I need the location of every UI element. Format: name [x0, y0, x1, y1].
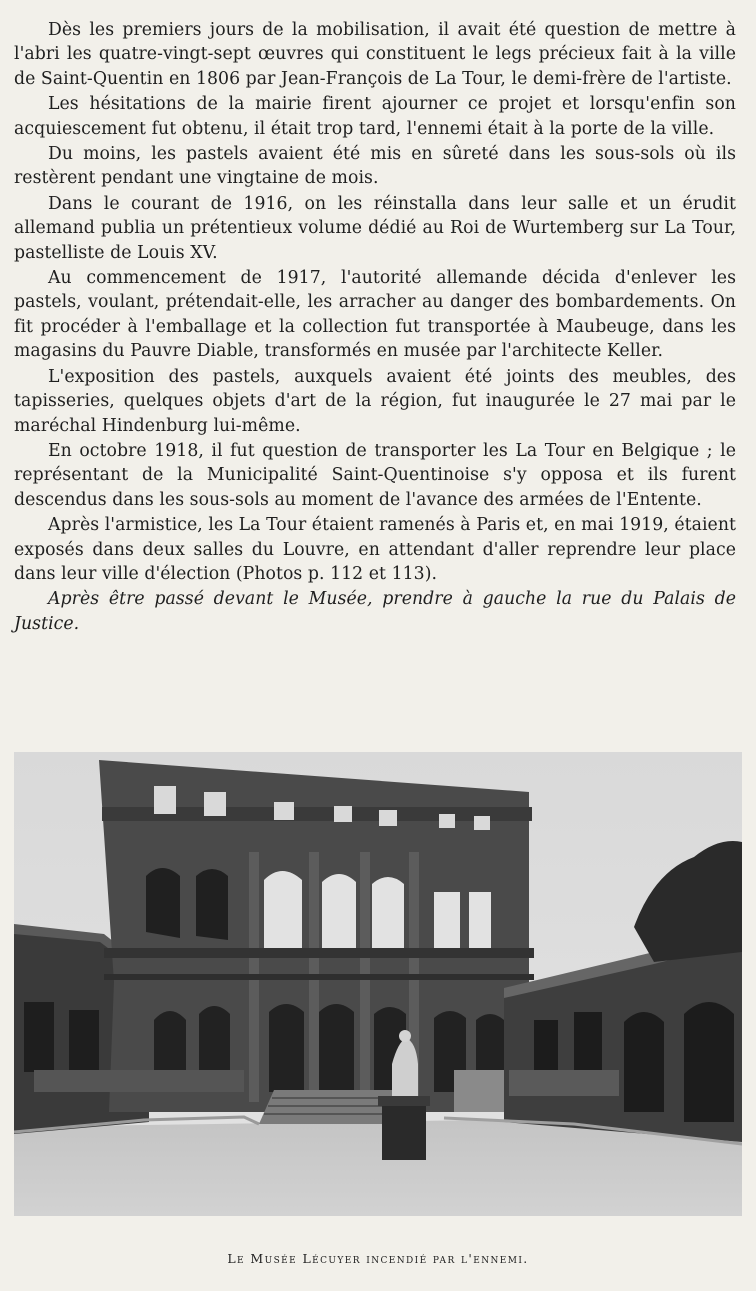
paragraph-4: Dans le courant de 1916, on les réinstalla dans leur salle et un érudit allemand publia un prétentieux volume dédié au Roi de Wurtemberg sur La Tour, pastelliste de Louis XV. — [14, 193, 736, 263]
paragraph-6: L'exposition des pastels, auxquels avaient été joints des meubles, des tapisseries, quelques objets d'art de la région, fut inaugurée le 27 mai par le maréchal Hindenburg lui-même. — [14, 366, 736, 436]
italic-direction-paragraph: Après être passé devant le Musée, prendre à gauche la rue du Palais de Justice. — [14, 589, 736, 634]
body-text — [14, 18, 736, 637]
museum-ruin-photo — [14, 752, 742, 1216]
paragraph-5: Au commencement de 1917, l'autorité allemande décida d'enlever les pastels, voulant, prétendait-elle, les arracher au danger des bombardements. On fit procéder à l'emballage et la collection fut transportée à Maubeuge, dans les magasins du Pauvre Diable, transformés en musée par l'architecte Keller. — [14, 268, 736, 362]
museum-ruin-illustration — [14, 752, 742, 1216]
paragraph-3: Du moins, les pastels avaient été mis en sûreté dans les sous-sols où ils restèrent pendant une vingtaine de mois. — [14, 144, 736, 189]
photo-caption: Le Musée Lécuyer incendié par l'ennemi. — [227, 1251, 529, 1266]
paragraph-1: Dès les premiers jours de la mobilisation, il avait été question de mettre à l'abri les quatre-vingt-sept œuvres qui constituent le legs précieux fait à la ville de Saint-Quentin en 1806 par Jean-François de La Tour, le demi-frère de l'artiste. — [14, 20, 736, 89]
paragraph-8: Après l'armistice, les La Tour étaient ramenés à Paris et, en mai 1919, étaient exposés dans deux salles du Louvre, en attendant d'aller reprendre leur place dans leur ville d'élection (Photos p. 112 et 113). — [14, 515, 736, 584]
paragraph-2: Les hésitations de la mairie firent ajourner ce projet et lorsqu'enfin son acquiescement fut obtenu, il était trop tard, l'ennemi était à la porte de la ville. — [14, 94, 736, 139]
paragraph-7: En octobre 1918, il fut question de transporter les La Tour en Belgique ; le représentant de la Municipalité Saint-Quentinoise s'y opposa et ils furent descendus dans les sous-sols au moment de l'avance des armées de l'Entente. — [14, 440, 736, 510]
